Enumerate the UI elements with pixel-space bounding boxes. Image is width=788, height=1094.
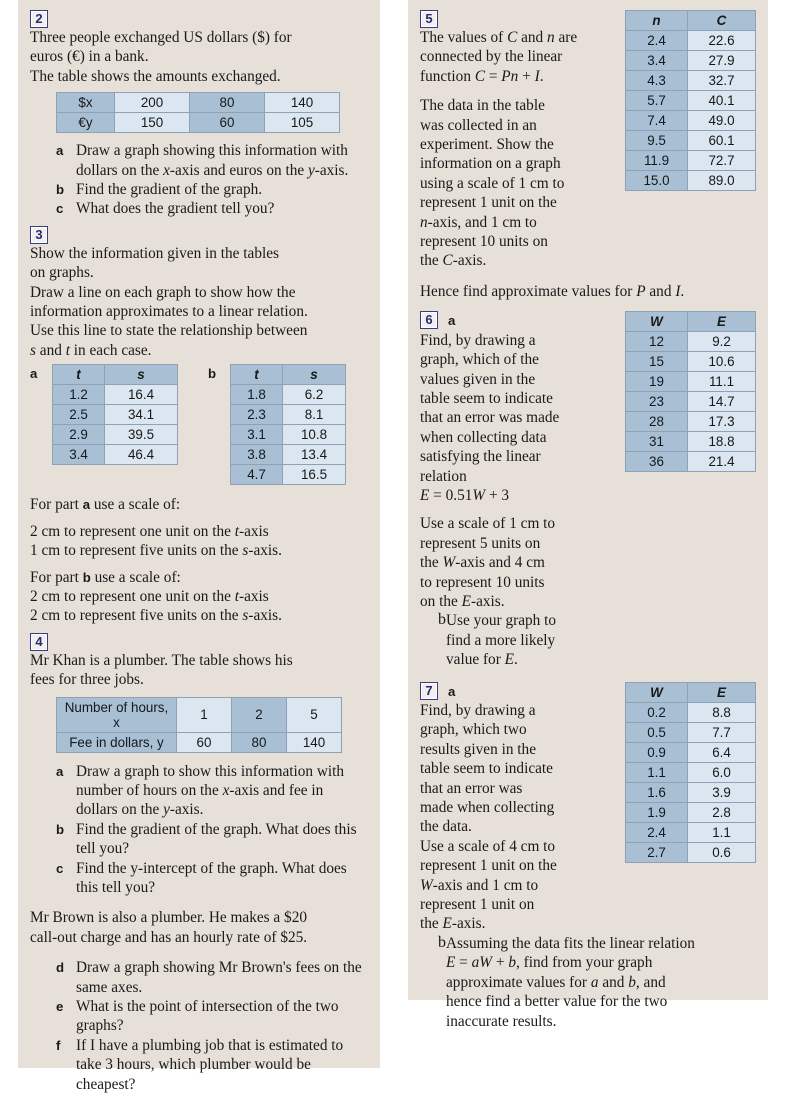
q5-table-wrap: [625, 10, 756, 191]
q6b-line-3: value for E.: [446, 651, 518, 669]
q6-header-w: W: [626, 312, 688, 332]
q4-r1c2: 2: [232, 697, 287, 732]
q5-r4c1: 5.7: [626, 91, 688, 111]
question-5: [420, 10, 756, 301]
part-text: If I have a plumbing job that is estimated to take 3 hours, which plumber would be cheapest?: [76, 1036, 344, 1093]
table-row: [53, 445, 178, 465]
question-number-badge: 7: [420, 682, 438, 700]
q2-row2-label: €y: [57, 113, 115, 133]
q4-part-e: [54, 997, 368, 1036]
q3b-r5c1: 4.7: [231, 465, 283, 485]
part-text: Find the gradient of the graph.: [76, 181, 263, 199]
q7-part-b: [438, 934, 756, 1031]
q6a-scale-3: the W-axis and 4 cm: [420, 554, 545, 572]
q5-body-line-3: experiment. Show the: [420, 136, 554, 154]
q2-part-c: [54, 199, 368, 218]
q3-table-a: [52, 364, 178, 465]
q5-r2c1: 3.4: [626, 51, 688, 71]
q7a-line-4: table seem to indicate: [420, 760, 553, 778]
q7a-line-1: Find, by drawing a: [420, 702, 536, 719]
q7a-line-3: results given in the: [420, 740, 536, 758]
q3a-r4c2: 46.4: [105, 445, 178, 465]
q7-r5c1: 1.6: [626, 782, 688, 802]
q4-line-2: fees for three jobs.: [30, 671, 144, 689]
question-2: [30, 10, 368, 219]
q5-r5c2: 49.0: [688, 111, 756, 131]
q3-line-1: Show the information given in the tables: [30, 244, 279, 262]
table-row: [626, 802, 756, 822]
q6-data-table: [625, 311, 756, 472]
q7-r6c2: 2.8: [688, 802, 756, 822]
part-text: Draw a graph showing Mr Brown's fees on the same axes.: [76, 959, 362, 996]
q6-part-a-letter: a: [448, 313, 456, 329]
q5-body-line-5: using a scale of 1 cm to: [420, 174, 565, 192]
q3a-r4c1: 3.4: [53, 445, 105, 465]
q6a-scale-5: on the E-axis.: [420, 592, 505, 610]
q5-r1c1: 2.4: [626, 31, 688, 51]
q7-r2c2: 7.7: [688, 722, 756, 742]
q2-part-b: [54, 180, 368, 199]
q3b-r1c2: 6.2: [283, 385, 346, 405]
q3b-r5c2: 16.5: [283, 465, 346, 485]
table-row: [53, 405, 178, 425]
table-row: [626, 842, 756, 862]
part-letter: a: [56, 763, 64, 779]
table-row: [53, 365, 178, 385]
q6a-scale-2: represent 5 units on: [420, 534, 541, 552]
q6a-line-8: relation: [420, 467, 467, 485]
table-row: [626, 452, 756, 472]
table-row: [626, 432, 756, 452]
part-letter: b: [56, 182, 65, 198]
q7-r5c2: 3.9: [688, 782, 756, 802]
q7b-line-2: E = aW + b, find from your graph: [446, 954, 653, 972]
q5-r7c2: 72.7: [688, 151, 756, 171]
q3a-header-s: s: [105, 365, 178, 385]
question-4: [30, 633, 368, 1094]
q3b-header-s: s: [283, 365, 346, 385]
q3a-r3c1: 2.9: [53, 425, 105, 445]
q7a-line-5: that an error was: [420, 779, 523, 797]
part-text: What does the gradient tell you?: [76, 200, 275, 218]
q5-r8c1: 15.0: [626, 171, 688, 191]
q6-header-e: E: [688, 312, 756, 332]
q5-closing: Hence find approximate values for P and I.: [420, 282, 685, 300]
q3a-header-t: t: [53, 365, 105, 385]
q7a-line-12: the E-axis.: [420, 915, 486, 933]
table-row: [626, 111, 756, 131]
q5-r3c2: 32.7: [688, 71, 756, 91]
q7-header-e: E: [688, 682, 756, 702]
q6a-scale-4: to represent 10 units: [420, 573, 545, 591]
q5-body-line-1: The data in the table: [420, 97, 545, 115]
q3a-r2c2: 34.1: [105, 405, 178, 425]
q5-r2c2: 27.9: [688, 51, 756, 71]
q5-data-table: [625, 10, 756, 191]
question-number-badge: 5: [420, 10, 438, 28]
q3-line-6: s and t in each case.: [30, 341, 152, 359]
q3b-r2c2: 8.1: [283, 405, 346, 425]
part-text: Find the gradient of the graph. What does this tell you?: [76, 820, 357, 858]
q2-line-1: Three people exchanged US dollars ($) for: [30, 29, 292, 46]
q3b-r3c2: 10.8: [283, 425, 346, 445]
table-row: [626, 762, 756, 782]
q3a-r2c1: 2.5: [53, 405, 105, 425]
q4-r2c2: 80: [232, 732, 287, 752]
q2-exchange-table: [56, 92, 340, 133]
table-row: [626, 312, 756, 332]
part-letter: a: [56, 143, 64, 159]
q6-r5c2: 17.3: [688, 412, 756, 432]
table-row: [626, 742, 756, 762]
q5-body-line-4: information on a graph: [420, 155, 561, 173]
q7-r7c2: 1.1: [688, 822, 756, 842]
q7b-line-4: hence find a better value for the two: [446, 993, 668, 1011]
table-row: [626, 352, 756, 372]
table-row: [626, 782, 756, 802]
q3-scale-b-line-1: 2 cm to represent one unit on the t-axis: [30, 587, 269, 605]
table-row: [626, 702, 756, 722]
q6b-line-2: find a more likely: [446, 631, 556, 649]
question-number-badge: 4: [30, 633, 48, 651]
q7-r6c1: 1.9: [626, 802, 688, 822]
q3-line-5: Use this line to state the relationship between: [30, 322, 308, 340]
q3-scale-a-title: For part a use a scale of:: [30, 496, 181, 514]
table-row: [626, 71, 756, 91]
q6-r2c1: 15: [626, 352, 688, 372]
q6-part-b: [438, 611, 756, 669]
q7-r7c1: 2.4: [626, 822, 688, 842]
q5-body-line-7: n-axis, and 1 cm to: [420, 213, 537, 231]
q4-part-b: [54, 820, 368, 859]
q3-scale-a-line-2: 1 cm to represent five units on the s-axis.: [30, 542, 282, 560]
q3-table-b: [230, 364, 346, 485]
q7a-line-6: made when collecting: [420, 799, 555, 817]
part-text: Draw a graph to show this information with number of hours on the x-axis and fee in dollars on the y-axis.: [76, 762, 345, 819]
q7a-line-11: represent 1 unit on: [420, 896, 535, 914]
table-row: [626, 822, 756, 842]
q6-r7c2: 21.4: [688, 452, 756, 472]
q5-r6c1: 9.5: [626, 131, 688, 151]
q4-middle-line-2: call-out charge and has an hourly rate of $25.: [30, 928, 308, 946]
q2-r2c2: 60: [190, 113, 265, 133]
q4-row1-label: Number of hours, x: [57, 697, 177, 732]
q7-r8c2: 0.6: [688, 842, 756, 862]
table-row: [57, 697, 342, 732]
q5-body-line-8: represent 10 units on: [420, 233, 548, 251]
q6-r3c1: 19: [626, 372, 688, 392]
table-row: [57, 732, 342, 752]
q6-r6c2: 18.8: [688, 432, 756, 452]
q4-part-d: [54, 958, 368, 997]
q6a-scale-1: Use a scale of 1 cm to: [420, 515, 556, 533]
q2-r1c1: 200: [115, 93, 190, 113]
q4-r2c3: 140: [287, 732, 342, 752]
q3b-r4c2: 13.4: [283, 445, 346, 465]
q7b-line-5: inaccurate results.: [446, 1012, 557, 1030]
q2-row1-label: $x: [57, 93, 115, 113]
q4-r2c1: 60: [177, 732, 232, 752]
q5-line-2: connected by the linear: [420, 48, 563, 66]
q7-r4c1: 1.1: [626, 762, 688, 782]
q5-r8c2: 89.0: [688, 171, 756, 191]
q7-r3c2: 6.4: [688, 742, 756, 762]
q6-r3c2: 11.1: [688, 372, 756, 392]
q2-part-a: [54, 141, 368, 180]
q5-line-3: function C = Pn + I.: [420, 67, 544, 85]
q5-body-line-6: represent 1 unit on the: [420, 194, 557, 212]
part-letter: b: [56, 821, 65, 837]
part-text: What is the point of intersection of the two graphs?: [76, 998, 339, 1035]
q7a-line-7: the data.: [420, 818, 472, 836]
table-row: [626, 392, 756, 412]
q7-r8c1: 2.7: [626, 842, 688, 862]
q4-part-c: [54, 859, 368, 898]
q7-r1c1: 0.2: [626, 702, 688, 722]
q3b-r4c1: 3.8: [231, 445, 283, 465]
q7-r3c1: 0.9: [626, 742, 688, 762]
table-row: [626, 11, 756, 31]
q5-r3c1: 4.3: [626, 71, 688, 91]
q6-table-wrap: [625, 311, 756, 472]
table-row: [231, 365, 346, 385]
table-row: [626, 131, 756, 151]
q3-tables: [30, 364, 368, 485]
q6-r2c2: 10.6: [688, 352, 756, 372]
q7-data-table: [625, 682, 756, 863]
q5-r1c2: 22.6: [688, 31, 756, 51]
q4-line-1: Mr Khan is a plumber. The table shows his: [30, 651, 293, 669]
q6a-line-1: Find, by drawing a: [420, 331, 536, 349]
question-6: [420, 311, 756, 669]
q4-r1c3: 5: [287, 697, 342, 732]
table-row: [626, 171, 756, 191]
part-letter: c: [56, 860, 64, 876]
q2-r2c3: 105: [265, 113, 340, 133]
q6-r4c2: 14.7: [688, 392, 756, 412]
q7a-line-2: graph, which two: [420, 721, 527, 739]
question-3: [30, 226, 368, 626]
q2-r2c1: 150: [115, 113, 190, 133]
q3-scale-b-line-2: 2 cm to represent five units on the s-axis.: [30, 607, 282, 625]
q6a-line-9: E = 0.51W + 3: [420, 486, 510, 504]
table-row: [57, 93, 340, 113]
q7-r4c2: 6.0: [688, 762, 756, 782]
table-row: [626, 51, 756, 71]
q3a-r1c1: 1.2: [53, 385, 105, 405]
table-row: [231, 425, 346, 445]
table-row: [57, 113, 340, 133]
q7-table-wrap: [625, 682, 756, 863]
table-row: [231, 465, 346, 485]
q3a-r1c2: 16.4: [105, 385, 178, 405]
q7-part-a-letter: a: [448, 683, 456, 699]
table-row: [626, 412, 756, 432]
table-row: [53, 425, 178, 445]
part-letter: b: [438, 611, 446, 629]
part-letter: c: [56, 201, 64, 217]
table-row: [231, 445, 346, 465]
question-number-badge: 3: [30, 226, 48, 244]
part-letter: f: [56, 1037, 61, 1053]
q3-table-a-label: a: [30, 366, 38, 382]
q3b-r1c1: 1.8: [231, 385, 283, 405]
table-row: [53, 385, 178, 405]
table-row: [626, 372, 756, 392]
part-text: Draw a graph showing this information with dollars on the x-axis and euros on the y-axis.: [76, 142, 349, 179]
question-7: [420, 682, 756, 1031]
part-text: Find the y-intercept of the graph. What does this tell you?: [76, 859, 347, 896]
q5-r4c2: 40.1: [688, 91, 756, 111]
question-number-badge: 6: [420, 311, 438, 329]
q3b-header-t: t: [231, 365, 283, 385]
q6-r7c1: 36: [626, 452, 688, 472]
table-row: [626, 682, 756, 702]
q7a-line-9: represent 1 unit on the: [420, 857, 557, 875]
q3-scale-a-line-1: 2 cm to represent one unit on the t-axis: [30, 522, 269, 540]
q3-line-2: on graphs.: [30, 264, 94, 282]
q4-part-f: [54, 1036, 368, 1094]
q5-header-n: n: [626, 11, 688, 31]
table-row: [626, 31, 756, 51]
q5-r7c1: 11.9: [626, 151, 688, 171]
q7-r2c1: 0.5: [626, 722, 688, 742]
q5-body-line-2: was collected in an: [420, 116, 537, 134]
right-column-panel: [408, 0, 768, 1030]
table-row: [231, 405, 346, 425]
q5-header-c: C: [688, 11, 756, 31]
q6-r6c1: 31: [626, 432, 688, 452]
q3b-r3c1: 3.1: [231, 425, 283, 445]
q2-r1c3: 140: [265, 93, 340, 113]
q6a-line-5: that an error was made: [420, 409, 560, 427]
q3a-r3c2: 39.5: [105, 425, 178, 445]
q3-line-3: Draw a line on each graph to show how the: [30, 283, 296, 301]
q6a-line-2: graph, which of the: [420, 351, 539, 369]
q6a-line-6: when collecting data: [420, 428, 547, 446]
q7b-line-3: approximate values for a and b, and: [446, 973, 666, 991]
q5-r5c1: 7.4: [626, 111, 688, 131]
q3b-r2c1: 2.3: [231, 405, 283, 425]
question-number-badge: 2: [30, 10, 48, 28]
q6a-line-3: values given in the: [420, 370, 536, 388]
q6-r1c1: 12: [626, 332, 688, 352]
part-letter: b: [438, 933, 446, 951]
q4-part-a: [54, 762, 368, 820]
q4-middle-line-1: Mr Brown is also a plumber. He makes a $20: [30, 909, 307, 927]
q2-line-3: The table shows the amounts exchanged.: [30, 67, 281, 85]
q5-r6c2: 60.1: [688, 131, 756, 151]
table-row: [231, 385, 346, 405]
table-row: [626, 722, 756, 742]
q6-r1c2: 9.2: [688, 332, 756, 352]
table-row: [626, 91, 756, 111]
q7b-line-1: Assuming the data fits the linear relation: [446, 934, 695, 952]
q4-row2-label: Fee in dollars, y: [57, 732, 177, 752]
q6-r5c1: 28: [626, 412, 688, 432]
q5-body-line-9: the C-axis.: [420, 252, 487, 270]
part-letter: e: [56, 999, 64, 1014]
q7a-line-10: W-axis and 1 cm to: [420, 876, 539, 894]
q6-r4c1: 23: [626, 392, 688, 412]
q4-r1c1: 1: [177, 697, 232, 732]
left-column-panel: [18, 0, 380, 1093]
q6a-line-4: table seem to indicate: [420, 389, 553, 407]
q4-fees-table: [56, 697, 342, 753]
part-letter: d: [56, 960, 65, 976]
q7a-line-8: Use a scale of 4 cm to: [420, 837, 556, 855]
q5-line-1: The values of C and n are: [420, 29, 578, 46]
q6b-line-1: Use your graph to: [446, 612, 557, 630]
q3-line-4: information approximates to a linear relation.: [30, 303, 308, 321]
q7-r1c2: 8.8: [688, 702, 756, 722]
q2-r1c2: 80: [190, 93, 265, 113]
table-row: [626, 332, 756, 352]
q7-header-w: W: [626, 682, 688, 702]
table-row: [626, 151, 756, 171]
q3-scale-b-title: For part b use a scale of:: [30, 568, 181, 586]
q6a-line-7: satisfying the linear: [420, 448, 541, 466]
q2-line-2: euros (€) in a bank.: [30, 48, 149, 66]
q3-table-b-label: b: [208, 366, 217, 382]
